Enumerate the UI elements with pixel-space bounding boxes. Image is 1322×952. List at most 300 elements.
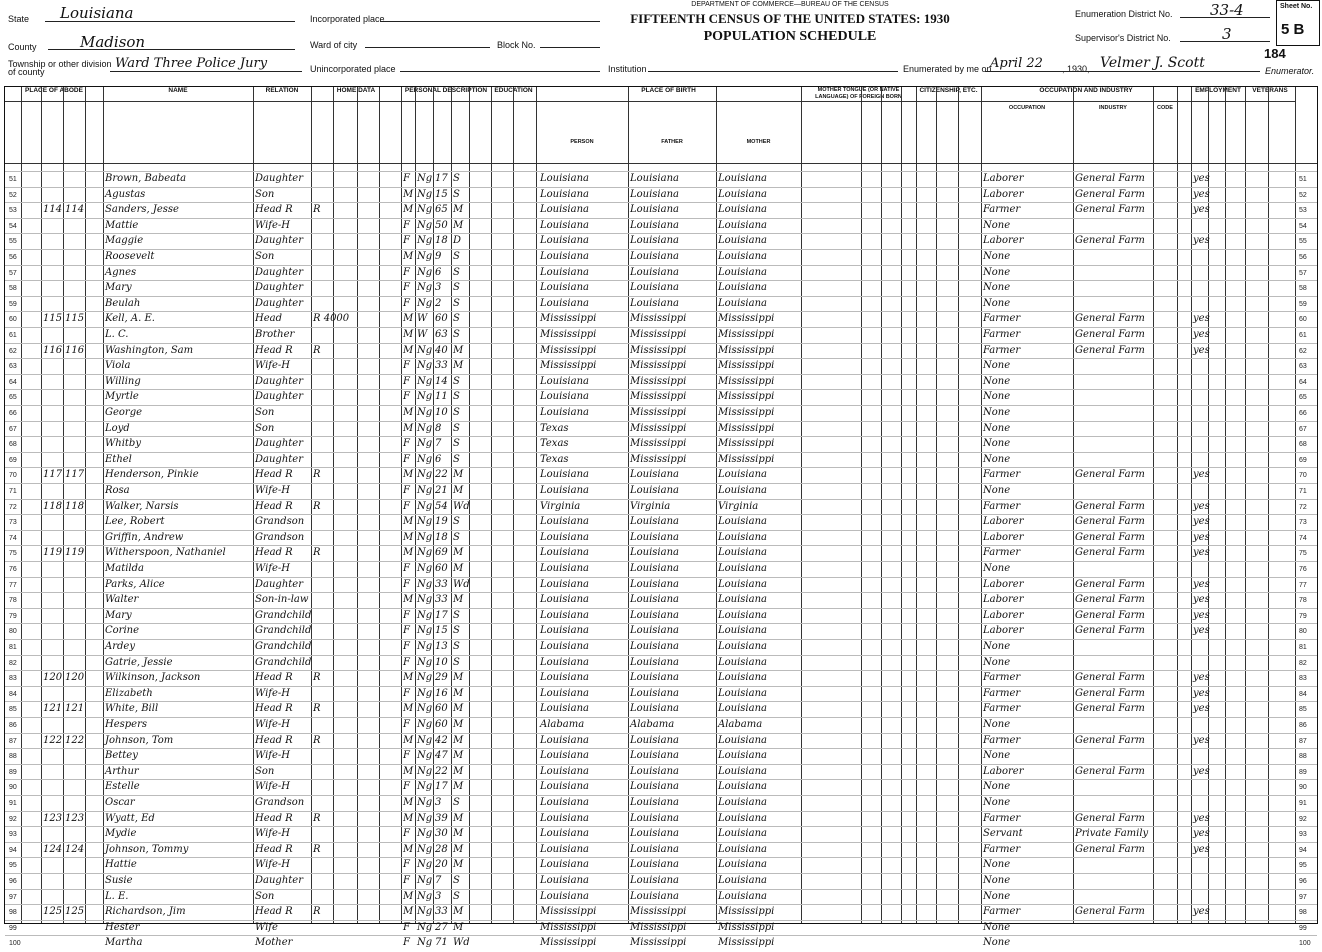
cell-ms: M (453, 360, 464, 372)
cell-mb: Mississippi (718, 438, 775, 450)
cell-fb: Louisiana (630, 282, 679, 294)
cell-emp: yes (1193, 547, 1210, 559)
cell-occ: None (983, 391, 1011, 403)
cell-name: Beulah (105, 297, 141, 309)
cell-sex: M (403, 251, 414, 262)
cell-age: 19 (435, 516, 448, 528)
subhead-code: CODE (1157, 105, 1173, 111)
cell-ms: M (453, 828, 464, 840)
cell-fb: Virginia (630, 500, 671, 512)
cell-fam: 116 (65, 344, 85, 356)
cell-race: Ng (417, 375, 433, 387)
group-personal-description: PERSONAL DESCRIPTION (401, 87, 491, 102)
block-label: Block No. (497, 40, 536, 50)
cell-race: W (417, 329, 428, 340)
line-number-right: 70 (1299, 472, 1307, 480)
cell-birth: Louisiana (540, 797, 589, 808)
cell-rel: Head R (255, 812, 293, 824)
cell-occ: Farmer (983, 344, 1021, 356)
cell-ms: S (453, 641, 460, 652)
cell-mb: Mississippi (718, 453, 775, 465)
cell-birth: Louisiana (540, 516, 589, 528)
line-number: 60 (9, 316, 17, 324)
table-row (5, 311, 1317, 328)
line-number: 62 (9, 347, 17, 355)
cell-ind: General Farm (1075, 672, 1145, 684)
cell-race: Ng (417, 547, 433, 559)
cell-sex: M (403, 422, 414, 434)
line-number: 57 (9, 269, 17, 277)
cell-mb: Louisiana (718, 609, 767, 621)
line-number-right: 97 (1299, 893, 1307, 901)
table-row (5, 187, 1317, 204)
cell-age: 29 (435, 672, 448, 684)
cell-sex: M (403, 344, 414, 356)
line-number-right: 61 (1299, 332, 1307, 339)
cell-race: Ng (417, 469, 433, 481)
cell-name: Witherspoon, Nathaniel (105, 547, 226, 559)
cell-dw: 125 (43, 906, 63, 918)
cell-ind: General Farm (1075, 547, 1145, 559)
cell-occ: None (983, 875, 1011, 886)
cell-age: 11 (435, 391, 448, 403)
group-place-of-abode: PLACE OF ABODE (5, 87, 103, 102)
cell-birth: Texas (540, 438, 569, 450)
block-line (540, 47, 600, 48)
cell-birth: Louisiana (540, 188, 589, 200)
cell-emp: yes (1193, 329, 1210, 340)
cell-birth: Louisiana (540, 875, 589, 886)
cell-age: 15 (435, 625, 448, 637)
cell-fam: 120 (65, 672, 85, 684)
state-value: Louisiana (60, 4, 134, 22)
table-row (5, 795, 1317, 812)
cell-ms: M (453, 734, 464, 746)
cell-rel: Wife-H (255, 719, 291, 730)
cell-age: 27 (435, 921, 448, 933)
township-value: Ward Three Police Jury (115, 56, 268, 71)
cell-sex: F (403, 719, 410, 730)
cell-name: Martha (105, 937, 143, 949)
township-label: Township or other division of county (8, 59, 112, 77)
cell-rel: Head (255, 313, 283, 325)
line-number: 100 (9, 940, 21, 948)
cell-sex: F (403, 781, 410, 793)
cell-fam: 114 (65, 204, 85, 216)
line-number: 65 (9, 394, 17, 402)
cell-name: Maggie (105, 235, 144, 247)
cell-race: Ng (417, 297, 433, 309)
cell-birth: Louisiana (540, 578, 589, 590)
cell-age: 3 (435, 282, 442, 294)
table-row (5, 233, 1317, 250)
cell-name: Richardson, Jim (105, 906, 186, 918)
cell-ms: D (453, 235, 462, 247)
cell-emp: yes (1193, 594, 1210, 606)
table-row (5, 779, 1317, 796)
cell-race: Ng (417, 453, 433, 465)
line-number-right: 96 (1299, 878, 1307, 885)
cell-name: Mary (105, 609, 132, 621)
cell-occ: None (983, 453, 1011, 465)
cell-ms: Wd (453, 937, 470, 949)
schedule-subtitle: POPULATION SCHEDULE (703, 29, 877, 44)
cell-mb: Louisiana (718, 812, 767, 824)
line-number: 52 (9, 191, 17, 199)
cell-age: 8 (435, 422, 442, 434)
cell-mb: Louisiana (718, 859, 767, 871)
table-row (5, 826, 1317, 843)
cell-mb: Louisiana (718, 750, 767, 762)
cell-fb: Mississippi (630, 906, 687, 918)
line-number: 84 (9, 690, 17, 698)
cell-rel: Wife-H (255, 563, 291, 574)
cell-ind: General Farm (1075, 578, 1145, 590)
cell-name: Estelle (105, 781, 140, 793)
cell-rel: Wife-H (255, 485, 291, 496)
group-citizenship: CITIZENSHIP, ETC. (916, 87, 981, 102)
cell-name: Loyd (105, 422, 130, 434)
cell-race: Ng (417, 937, 433, 949)
cell-birth: Louisiana (540, 266, 589, 278)
cell-race: Ng (417, 703, 433, 715)
cell-ind: General Farm (1075, 235, 1145, 247)
cell-sex: F (403, 235, 410, 247)
cell-occ: None (983, 750, 1011, 762)
cell-fb: Louisiana (630, 204, 679, 216)
cell-age: 33 (435, 906, 448, 918)
cell-name: Mattie (105, 219, 139, 231)
enumerated-line (985, 71, 1260, 72)
cell-age: 60 (435, 313, 448, 325)
cell-birth: Mississippi (540, 344, 597, 356)
cell-emp: yes (1193, 204, 1210, 216)
cell-rel: Daughter (255, 173, 303, 184)
cell-ind: General Farm (1075, 812, 1145, 824)
cell-mb: Louisiana (718, 469, 767, 481)
cell-age: 7 (435, 438, 442, 450)
cell-sex: F (403, 609, 410, 621)
cell-rel: Head R (255, 703, 293, 715)
county-label: County (8, 42, 37, 52)
line-number: 55 (9, 238, 17, 246)
cell-birth: Texas (540, 453, 569, 465)
cell-rel: Head R (255, 906, 293, 918)
table-row (5, 499, 1317, 516)
table-row (5, 327, 1317, 344)
incorporated-line (380, 21, 600, 22)
cell-ind: General Farm (1075, 906, 1145, 918)
line-number: 63 (9, 363, 17, 371)
cell-occ: None (983, 781, 1011, 793)
cell-sex: M (403, 734, 414, 746)
cell-ms: S (453, 173, 460, 184)
cell-dw: 119 (43, 547, 63, 559)
cell-ind: General Farm (1075, 609, 1145, 621)
cell-occ: None (983, 251, 1011, 262)
cell-name: Susie (105, 875, 133, 886)
cell-mb: Virginia (718, 500, 759, 512)
table-row (5, 639, 1317, 656)
cell-fb: Louisiana (630, 750, 679, 762)
cell-mb: Louisiana (718, 797, 767, 808)
cell-name: Mary (105, 282, 132, 294)
cell-sex: F (403, 563, 410, 574)
line-number-right: 71 (1299, 488, 1307, 495)
cell-ind: General Farm (1075, 625, 1145, 637)
cell-race: Ng (417, 391, 433, 403)
cell-occ: Farmer (983, 703, 1021, 715)
cell-birth: Louisiana (540, 765, 589, 777)
cell-age: 60 (435, 563, 448, 574)
cell-occ: None (983, 360, 1011, 372)
table-row (5, 218, 1317, 235)
cell-birth: Mississippi (540, 313, 597, 325)
cell-occ: None (983, 563, 1011, 574)
cell-ms: M (453, 719, 464, 730)
cell-race: Ng (417, 422, 433, 434)
cell-age: 16 (435, 687, 448, 699)
cell-birth: Louisiana (540, 859, 589, 871)
cell-name: Oscar (105, 797, 135, 808)
cell-ms: M (453, 672, 464, 684)
line-number-right: 93 (1299, 831, 1307, 839)
cell-birth: Louisiana (540, 703, 589, 715)
page-number: 184 (1264, 46, 1286, 61)
cell-race: Ng (417, 875, 433, 886)
table-row (5, 561, 1317, 578)
table-row (5, 670, 1317, 687)
cell-age: 17 (435, 609, 448, 621)
cell-name: Walker, Narsis (105, 500, 179, 512)
unincorporated-label: Unincorporated place (310, 64, 396, 74)
cell-age: 30 (435, 828, 448, 840)
cell-birth: Louisiana (540, 781, 589, 793)
cell-age: 60 (435, 719, 448, 730)
line-number: 66 (9, 410, 17, 417)
cell-emp: yes (1193, 173, 1210, 184)
cell-race: Ng (417, 781, 433, 793)
enumerated-date: April 22 (990, 56, 1043, 71)
cell-fam: 117 (65, 469, 85, 481)
cell-mb: Louisiana (718, 890, 767, 902)
cell-age: 54 (435, 500, 448, 512)
cell-race: Ng (417, 204, 433, 216)
cell-race: Ng (417, 438, 433, 450)
line-number: 51 (9, 176, 17, 183)
table-row (5, 436, 1317, 453)
line-number-right: 65 (1299, 394, 1307, 402)
group-home-data: HOME DATA (311, 87, 401, 102)
cell-own: R (313, 500, 321, 512)
cell-race: Ng (417, 687, 433, 699)
table-row (5, 374, 1317, 391)
cell-race: Ng (417, 812, 433, 824)
cell-race: Ng (417, 563, 433, 574)
cell-rel: Head R (255, 204, 293, 216)
cell-name: Ethel (105, 453, 132, 465)
cell-age: 47 (435, 750, 448, 762)
cell-fam: 118 (65, 500, 85, 512)
cell-occ: Farmer (983, 687, 1021, 699)
cell-ms: M (453, 563, 464, 574)
line-number: 90 (9, 784, 17, 792)
line-number: 83 (9, 675, 17, 683)
cell-rel: Wife-H (255, 781, 291, 793)
cell-mb: Mississippi (718, 937, 775, 949)
line-number: 53 (9, 207, 17, 215)
cell-occ: Laborer (983, 609, 1024, 621)
cell-name: Whitby (105, 438, 141, 450)
cell-birth: Louisiana (540, 563, 589, 574)
cell-occ: Laborer (983, 188, 1024, 200)
line-number-right: 77 (1299, 581, 1307, 589)
cell-fb: Louisiana (630, 656, 679, 668)
cell-name: Arthur (105, 765, 139, 777)
cell-occ: None (983, 719, 1011, 730)
cell-mb: Mississippi (718, 906, 775, 918)
cell-race: W (417, 313, 428, 325)
cell-sex: F (403, 485, 410, 496)
cell-birth: Louisiana (540, 407, 589, 418)
cell-rel: Daughter (255, 578, 303, 590)
cell-sex: F (403, 875, 410, 886)
group-veterans: VETERANS (1245, 87, 1295, 102)
cell-mb: Louisiana (718, 875, 767, 886)
cell-name: Lee, Robert (105, 516, 165, 528)
cell-race: Ng (417, 173, 433, 184)
table-row (5, 343, 1317, 360)
county-value: Madison (80, 33, 146, 51)
group-relation: RELATION (253, 87, 311, 102)
sheet-label: Sheet No. (1280, 3, 1313, 10)
cell-ind: General Farm (1075, 313, 1145, 325)
cell-birth: Louisiana (540, 204, 589, 216)
cell-fb: Louisiana (630, 251, 679, 262)
cell-mb: Louisiana (718, 843, 767, 855)
line-number: 89 (9, 768, 17, 776)
cell-rel: Wife (255, 921, 278, 933)
cell-rel: Grandson (255, 531, 305, 543)
line-number: 54 (9, 222, 17, 230)
cell-dw: 123 (43, 812, 63, 824)
table-row (5, 514, 1317, 531)
line-number-right: 78 (1299, 597, 1307, 605)
cell-occ: None (983, 921, 1011, 933)
cell-rel: Grandchild (255, 656, 312, 668)
enumerator-name: Velmer J. Scott (1100, 55, 1205, 71)
cell-race: Ng (417, 251, 433, 262)
cell-mb: Louisiana (718, 656, 767, 668)
cell-race: Ng (417, 188, 433, 200)
table-row (5, 857, 1317, 874)
line-number: 69 (9, 456, 17, 464)
line-number: 71 (9, 488, 17, 495)
line-number-right: 87 (1299, 737, 1307, 745)
sheet-box (1276, 0, 1320, 46)
cell-occ: None (983, 890, 1011, 902)
line-number-right: 54 (1299, 222, 1307, 230)
cell-occ: None (983, 266, 1011, 278)
cell-birth: Louisiana (540, 812, 589, 824)
cell-sex: F (403, 266, 410, 278)
cell-age: 18 (435, 235, 448, 247)
cell-age: 2 (435, 297, 442, 309)
header-divider (5, 163, 1317, 164)
cell-birth: Louisiana (540, 282, 589, 294)
table-row (5, 764, 1317, 781)
cell-own: R (313, 703, 321, 715)
cell-race: Ng (417, 344, 433, 356)
line-number: 91 (9, 800, 17, 807)
cell-name: White, Bill (105, 703, 159, 715)
cell-sex: F (403, 453, 410, 465)
cell-sex: F (403, 625, 410, 637)
cell-fb: Louisiana (630, 734, 679, 746)
table-row (5, 171, 1317, 188)
cell-ms: S (453, 297, 460, 309)
cell-ms: M (453, 594, 464, 606)
cell-mb: Louisiana (718, 563, 767, 574)
table-row (5, 842, 1317, 859)
cell-occ: None (983, 656, 1011, 668)
cell-ms: S (453, 656, 460, 668)
cell-mb: Louisiana (718, 235, 767, 247)
cell-occ: Laborer (983, 625, 1024, 637)
cell-name: Sanders, Jesse (105, 204, 179, 216)
cell-age: 18 (435, 531, 448, 543)
cell-ms: M (453, 812, 464, 824)
township-line (110, 71, 302, 72)
cell-race: Ng (417, 500, 433, 512)
cell-own: R (313, 344, 321, 356)
cell-mb: Louisiana (718, 297, 767, 309)
cell-fb: Louisiana (630, 297, 679, 309)
cell-name: Bettey (105, 750, 138, 762)
table-row (5, 623, 1317, 640)
cell-rel: Grandson (255, 516, 305, 528)
line-number-right: 88 (1299, 753, 1307, 761)
cell-fb: Mississippi (630, 407, 687, 418)
cell-age: 3 (435, 797, 442, 808)
cell-ms: S (453, 313, 460, 325)
cell-occ: Farmer (983, 672, 1021, 684)
cell-rel: Wife-H (255, 360, 291, 372)
cell-rel: Son (255, 407, 275, 418)
cell-mb: Louisiana (718, 485, 767, 496)
cell-birth: Louisiana (540, 843, 589, 855)
cell-occ: Laborer (983, 516, 1024, 528)
cell-rel: Daughter (255, 297, 303, 309)
line-number: 99 (9, 924, 17, 932)
cell-ms: S (453, 609, 460, 621)
line-number: 76 (9, 566, 17, 573)
cell-dw: 120 (43, 672, 63, 684)
cell-race: Ng (417, 609, 433, 621)
table-row (5, 920, 1317, 937)
cell-emp: yes (1193, 828, 1210, 840)
cell-occ: Farmer (983, 547, 1021, 559)
cell-fb: Mississippi (630, 329, 687, 340)
cell-emp: yes (1193, 516, 1210, 528)
cell-ms: M (453, 921, 464, 933)
cell-mb: Louisiana (718, 765, 767, 777)
cell-mb: Louisiana (718, 516, 767, 528)
cell-sex: F (403, 391, 410, 403)
cell-name: Rosa (105, 485, 130, 496)
line-number: 61 (9, 332, 17, 339)
cell-occ: Farmer (983, 812, 1021, 824)
